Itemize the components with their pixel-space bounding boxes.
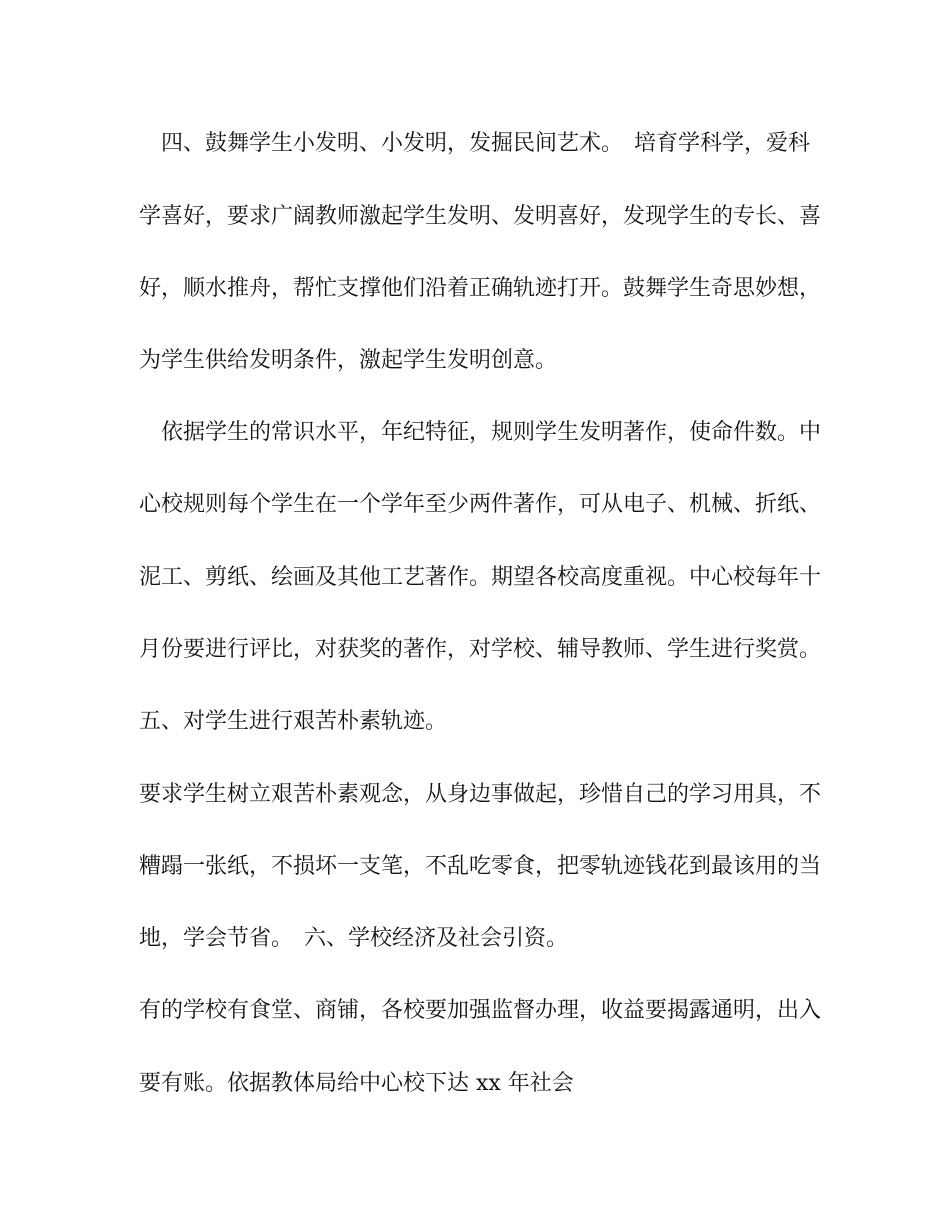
text-line: 好，顺水推舟，帮忙支撑他们沿着正确轨迹打开。鼓舞学生奇思妙想，	[139, 276, 822, 301]
text-line: 学喜好，要求广阔教师激起学生发明、发明喜好，发现学生的专长、喜	[139, 204, 822, 229]
text-line: 要求学生树立艰苦朴素观念，从身边事做起，珍惜自己的学习用具，不	[139, 782, 822, 807]
text-line: 糟蹋一张纸，不损坏一支笔，不乱吃零食，把零轨迹钱花到最该用的当	[139, 854, 822, 879]
text-line: 月份要进行评比，对获奖的著作，对学校、辅导教师、学生进行奖赏。	[139, 637, 822, 662]
text-line: 为学生供给发明条件，激起学生发明创意。	[139, 348, 558, 373]
text-line: 要有账。依据教体局给中心校下达 xx 年社会	[139, 1071, 574, 1096]
text-line: 四、鼓舞学生小发明、小发明，发掘民间艺术。 培育学科学，爱科	[139, 131, 811, 156]
section-heading: 五、对学生进行艰苦朴素轨迹。	[139, 709, 448, 734]
text-line: 依据学生的常识水平，年纪特征，规则学生发明著作，使命件数。中	[139, 420, 822, 445]
text-line: 心校规则每个学生在一个学年至少两件著作，可从电子、机械、折纸、	[139, 492, 822, 517]
text-line: 地，学会节省。 六、学校经济及社会引资。	[139, 926, 569, 951]
text-line: 有的学校有食堂、商铺，各校要加强监督办理，收益要揭露通明，出入	[139, 998, 822, 1023]
text-line: 泥工、剪纸、绘画及其他工艺著作。期望各校高度重视。中心校每年十	[139, 565, 822, 590]
